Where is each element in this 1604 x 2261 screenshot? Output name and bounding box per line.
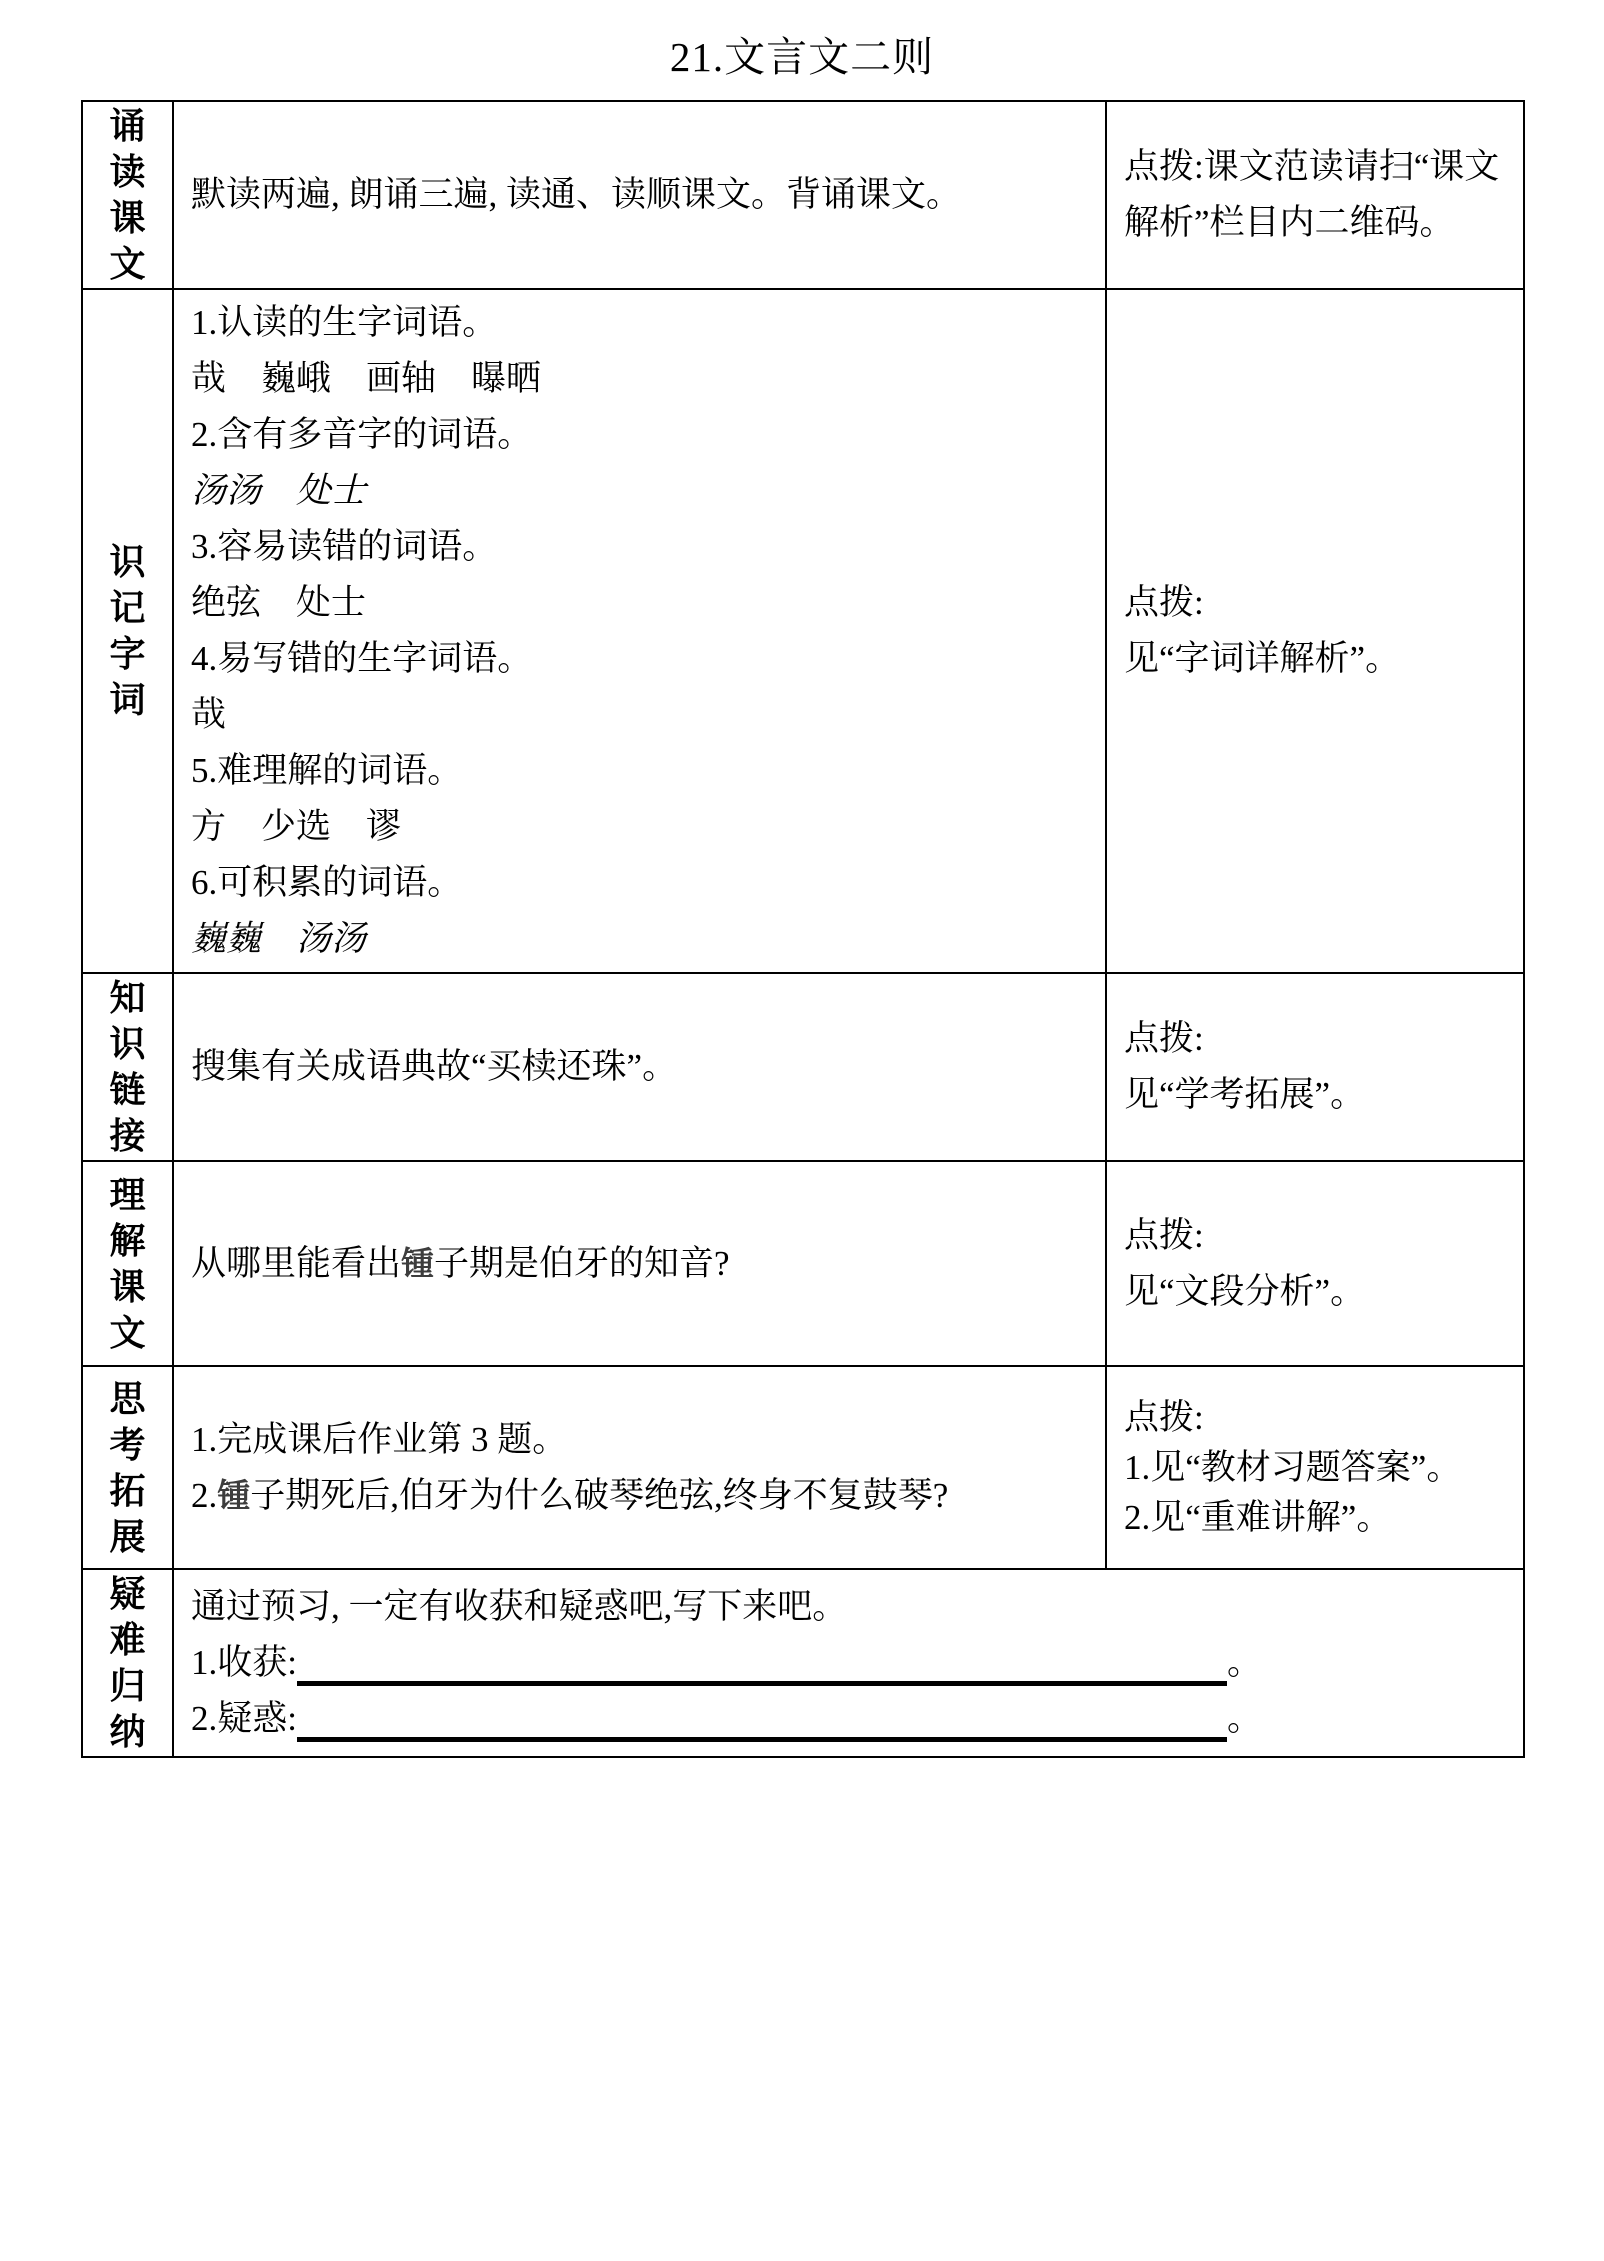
- table-row-vocabulary: [82, 289, 1524, 973]
- question-text: 从哪里能看出: [191, 1243, 402, 1283]
- blank-label: 1.收获:: [191, 1643, 297, 1682]
- tip-line: 见“文段分析”。: [1124, 1271, 1366, 1311]
- content-line: 3.容易读错的词语。: [191, 527, 498, 566]
- tip-line: 1.见“教材习题答案”。: [1124, 1447, 1462, 1487]
- question-text: 子期是伯牙的知音?: [434, 1243, 730, 1283]
- section-label-extension: [82, 1366, 173, 1569]
- section-label-text: 识记字词: [109, 542, 146, 720]
- tip-line: 点拨:: [1124, 1215, 1204, 1255]
- content-cell-extension: [173, 1366, 1106, 1569]
- content-line: 方 少选 谬: [191, 807, 402, 846]
- content-line: 通过预习, 一定有收获和疑惑吧,写下来吧。: [191, 1587, 848, 1626]
- blank-period: 。: [1226, 1699, 1262, 1738]
- question-text: 子期死后,伯牙为什么破琴绝弦,终身不复鼓琴?: [250, 1475, 949, 1515]
- content-line: [191, 1635, 1506, 1691]
- special-glyph-zhong: 锺: [217, 1475, 251, 1515]
- section-label-text: 理解课文: [109, 1174, 146, 1353]
- tip-line: 点拨:: [1124, 1397, 1204, 1437]
- content-line: 4.易写错的生字词语。: [191, 639, 533, 678]
- content-line: 1.完成课后作业第 3 题。: [191, 1419, 568, 1459]
- tip-cell-vocabulary: [1106, 289, 1524, 973]
- blank-label: 2.疑惑:: [191, 1699, 297, 1738]
- special-glyph-zhong: 锺: [401, 1243, 435, 1283]
- tip-line: 见“字词详解析”。: [1124, 639, 1401, 678]
- content-line: 默读两遍, 朗诵三遍, 读通、读顺课文。背诵课文。: [191, 175, 962, 214]
- tip-line: 点拨:: [1124, 583, 1204, 622]
- section-label-text: 思考拓展: [109, 1378, 146, 1557]
- content-line: [191, 1236, 1088, 1292]
- content-line: [191, 1691, 1506, 1747]
- content-line: 6.可积累的词语。: [191, 863, 463, 902]
- content-cell-recite: [173, 101, 1106, 289]
- tip-cell-comprehension: [1106, 1161, 1524, 1366]
- tip-cell-recite: [1106, 101, 1524, 289]
- page-title: 21.文言文二则: [669, 34, 935, 80]
- content-line: 绝弦 处士: [191, 583, 367, 622]
- tip-line: 见“学考拓展”。: [1124, 1075, 1366, 1114]
- section-label-text: 疑难归纳: [109, 1574, 146, 1752]
- content-line: 汤汤 处士: [191, 471, 367, 510]
- tip-cell-extension: [1106, 1366, 1524, 1569]
- table-row-extension: [82, 1366, 1524, 1569]
- content-cell-vocabulary: [173, 289, 1106, 973]
- section-label-text: 知识链接: [109, 978, 146, 1156]
- content-line: 搜集有关成语典故“买椟还珠”。: [191, 1047, 678, 1086]
- content-line: 2.含有多音字的词语。: [191, 415, 533, 454]
- table-row-comprehension: [82, 1161, 1524, 1366]
- table-row-summary: [82, 1569, 1524, 1757]
- table-row-knowledge-link: [82, 973, 1524, 1161]
- tip-line: 点拨:: [1124, 1019, 1204, 1058]
- section-label-knowledge-link: [82, 973, 173, 1161]
- content-cell-comprehension: [173, 1161, 1106, 1366]
- section-label-comprehension: [82, 1161, 173, 1366]
- section-label-summary: [82, 1569, 173, 1757]
- section-label-recite: [82, 101, 173, 289]
- fill-in-blank-line: [297, 1643, 1227, 1686]
- content-line: [191, 1468, 1088, 1524]
- tip-line: 点拨:课文范读请扫“课文解析”栏目内二维码。: [1124, 147, 1500, 242]
- content-line: 哉: [191, 695, 227, 734]
- tip-line: 2.见“重难讲解”。: [1124, 1497, 1392, 1537]
- preview-worksheet-table: [81, 100, 1525, 1758]
- content-cell-summary: [173, 1569, 1524, 1757]
- content-line: 哉 巍峨 画轴 曝晒: [191, 359, 542, 398]
- fill-in-blank-line: [297, 1699, 1227, 1742]
- content-line: 巍巍 汤汤: [191, 919, 367, 958]
- content-line: 5.难理解的词语。: [191, 751, 463, 790]
- section-label-vocabulary: [82, 289, 173, 973]
- content-line: 1.认读的生字词语。: [191, 303, 498, 342]
- question-text: 2.: [191, 1475, 218, 1515]
- content-cell-knowledge-link: [173, 973, 1106, 1161]
- table-row-recite: [82, 101, 1524, 289]
- section-label-text: 诵读课文: [109, 106, 146, 284]
- blank-period: 。: [1226, 1643, 1262, 1682]
- tip-cell-knowledge-link: [1106, 973, 1524, 1161]
